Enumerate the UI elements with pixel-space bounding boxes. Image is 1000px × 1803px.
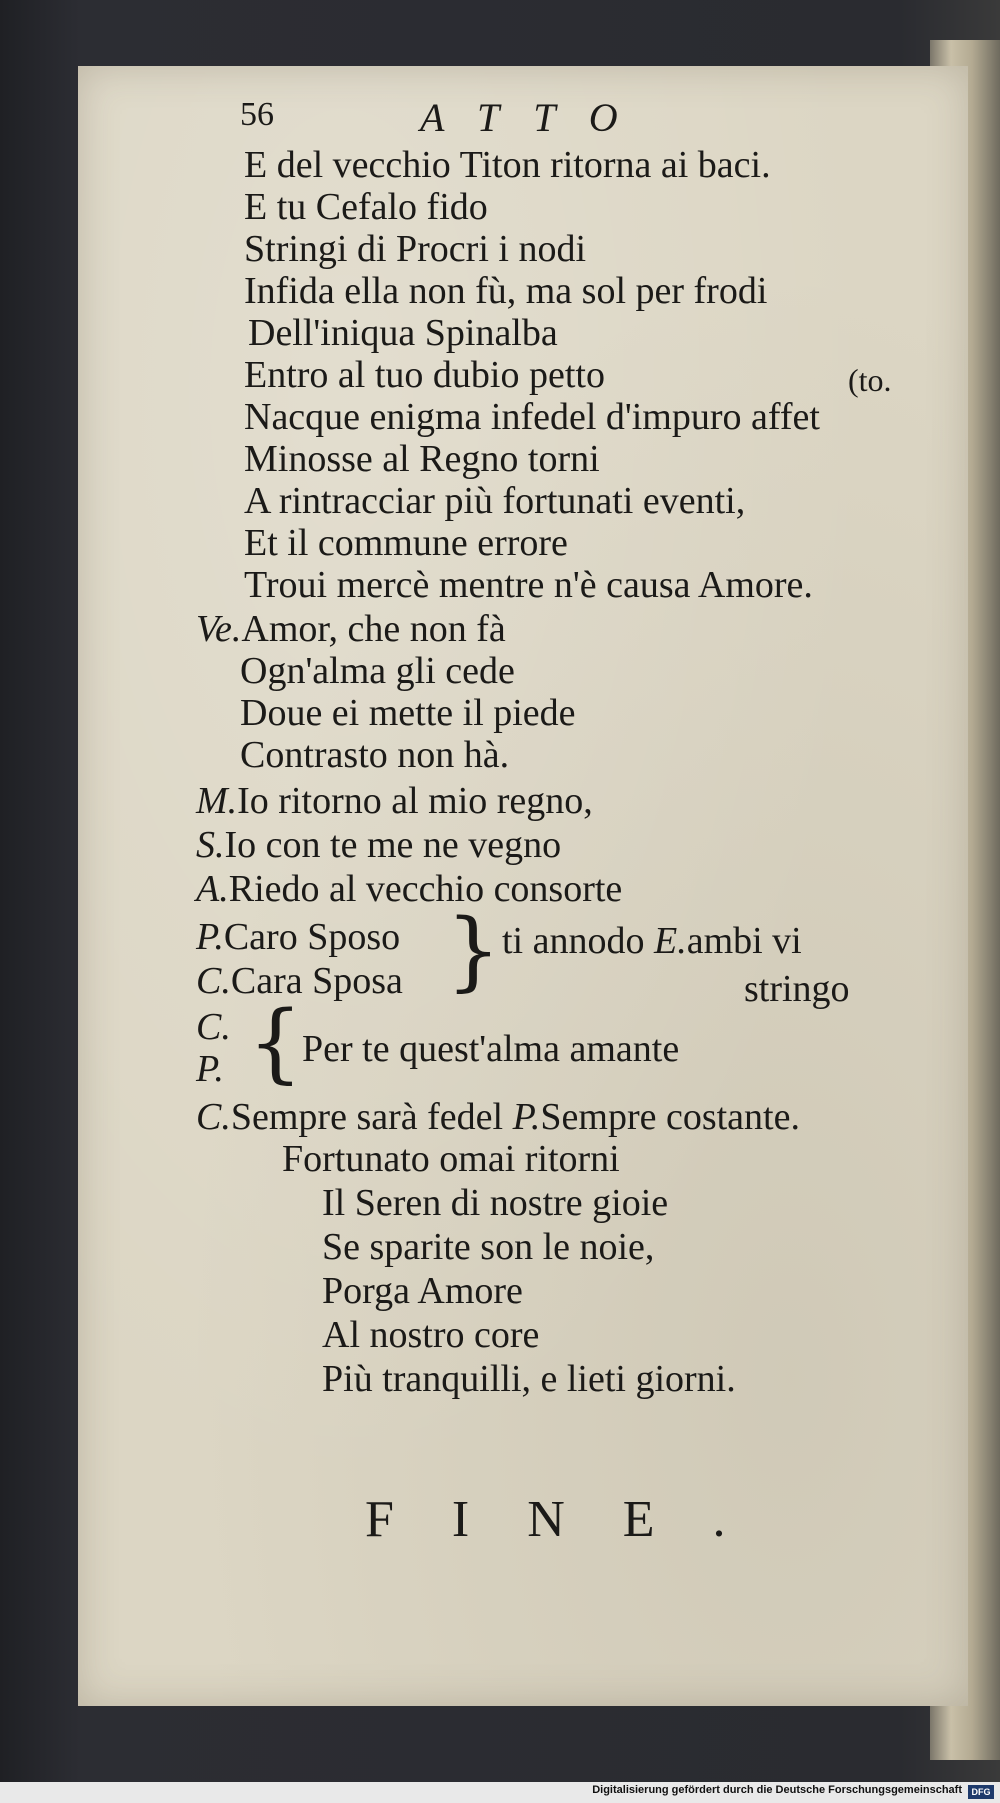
dialogue-line: Doue ei mette il piede	[240, 692, 576, 734]
speaker-tag: E.	[653, 920, 687, 962]
verse-line: Entro al tuo dubio petto	[244, 354, 605, 396]
verse-line: Troui mercè mentre n'è causa Amore.	[244, 564, 813, 606]
dialogue-text: Riedo al vecchio consorte	[228, 868, 623, 910]
dialogue-text: Io con te me ne vegno	[224, 824, 562, 866]
speaker-tag: P.	[196, 916, 224, 958]
coro-line: Al nostro core	[322, 1314, 540, 1356]
running-head: ATTO	[420, 95, 652, 140]
coro-line: Fortunato omai ritorni	[282, 1138, 620, 1180]
duet-text: ti annodo	[502, 920, 645, 962]
dialogue-text: Io ritorno al mio regno,	[237, 780, 593, 822]
coro-line: Il Seren di nostre gioie	[322, 1182, 669, 1224]
dfg-logo: DFG	[968, 1785, 994, 1799]
verse-turnover: (to.	[848, 362, 892, 398]
verse-line: Nacque enigma infedel d'impuro affet	[244, 396, 820, 438]
speaker-tag: P.	[196, 1048, 224, 1090]
dialogue-line: Ogn'alma gli cede	[240, 650, 515, 692]
verse-line: E tu Cefalo fido	[244, 186, 488, 228]
brace-icon: {	[248, 993, 303, 1093]
coro-line: Più tranquilli, e lieti giorni.	[322, 1358, 736, 1400]
duet-line	[502, 922, 802, 960]
footer-bar	[0, 1782, 1000, 1803]
dialogue-text: Amor, che non fà	[241, 608, 506, 650]
verse-line: Stringi di Procri i nodi	[244, 228, 586, 270]
coro-line: Porga Amore	[322, 1270, 523, 1312]
coro-line: Se sparite son le noie,	[322, 1226, 655, 1268]
speaker-tag: A.	[196, 868, 229, 910]
chorus-line: Per te quest'alma amante	[302, 1028, 680, 1070]
duet-line	[196, 918, 400, 956]
duet-text: Sempre costante.	[540, 1096, 800, 1138]
duet-line: stringo	[744, 968, 850, 1010]
verse-line: Et il commune errore	[244, 522, 568, 564]
verse-line: Infida ella non fù, ma sol per frodi	[244, 270, 768, 312]
verse-line: Dell'iniqua Spinalba	[248, 312, 558, 354]
dialogue-line	[196, 826, 561, 864]
page-number: 56	[240, 96, 274, 133]
duet-text: Cara Sposa	[230, 960, 403, 1002]
duet-line	[196, 1098, 800, 1136]
speaker-tag: C.	[196, 960, 231, 1002]
duet-text: ambi vi	[686, 920, 802, 962]
duet-text: Caro Sposo	[223, 916, 401, 958]
fine-heading: FINE.	[365, 1491, 784, 1548]
dialogue-line	[196, 870, 622, 908]
footer-credit: Digitalisierung gefördert durch die Deutsche Forschungsgemeinschaft	[592, 1784, 962, 1796]
dialogue-line	[196, 610, 506, 648]
verse-line: A rintracciar più fortunati eventi,	[244, 480, 746, 522]
dialogue-line: Contrasto non hà.	[240, 734, 510, 776]
speaker-tag: S.	[196, 824, 225, 866]
speaker-tag: Ve.	[196, 608, 242, 650]
verse-line: Minosse al Regno torni	[244, 438, 600, 480]
speaker-tag: P.	[512, 1096, 541, 1138]
speaker-tag: C.	[196, 1096, 231, 1138]
brace-icon: }	[446, 901, 501, 1001]
verse-line: E del vecchio Titon ritorna ai baci.	[244, 144, 771, 186]
duet-text: Sempre sarà fedel	[230, 1096, 504, 1138]
dialogue-line	[196, 782, 593, 820]
speaker-tag: C.	[196, 1006, 231, 1048]
speaker-tag: M.	[196, 780, 238, 822]
